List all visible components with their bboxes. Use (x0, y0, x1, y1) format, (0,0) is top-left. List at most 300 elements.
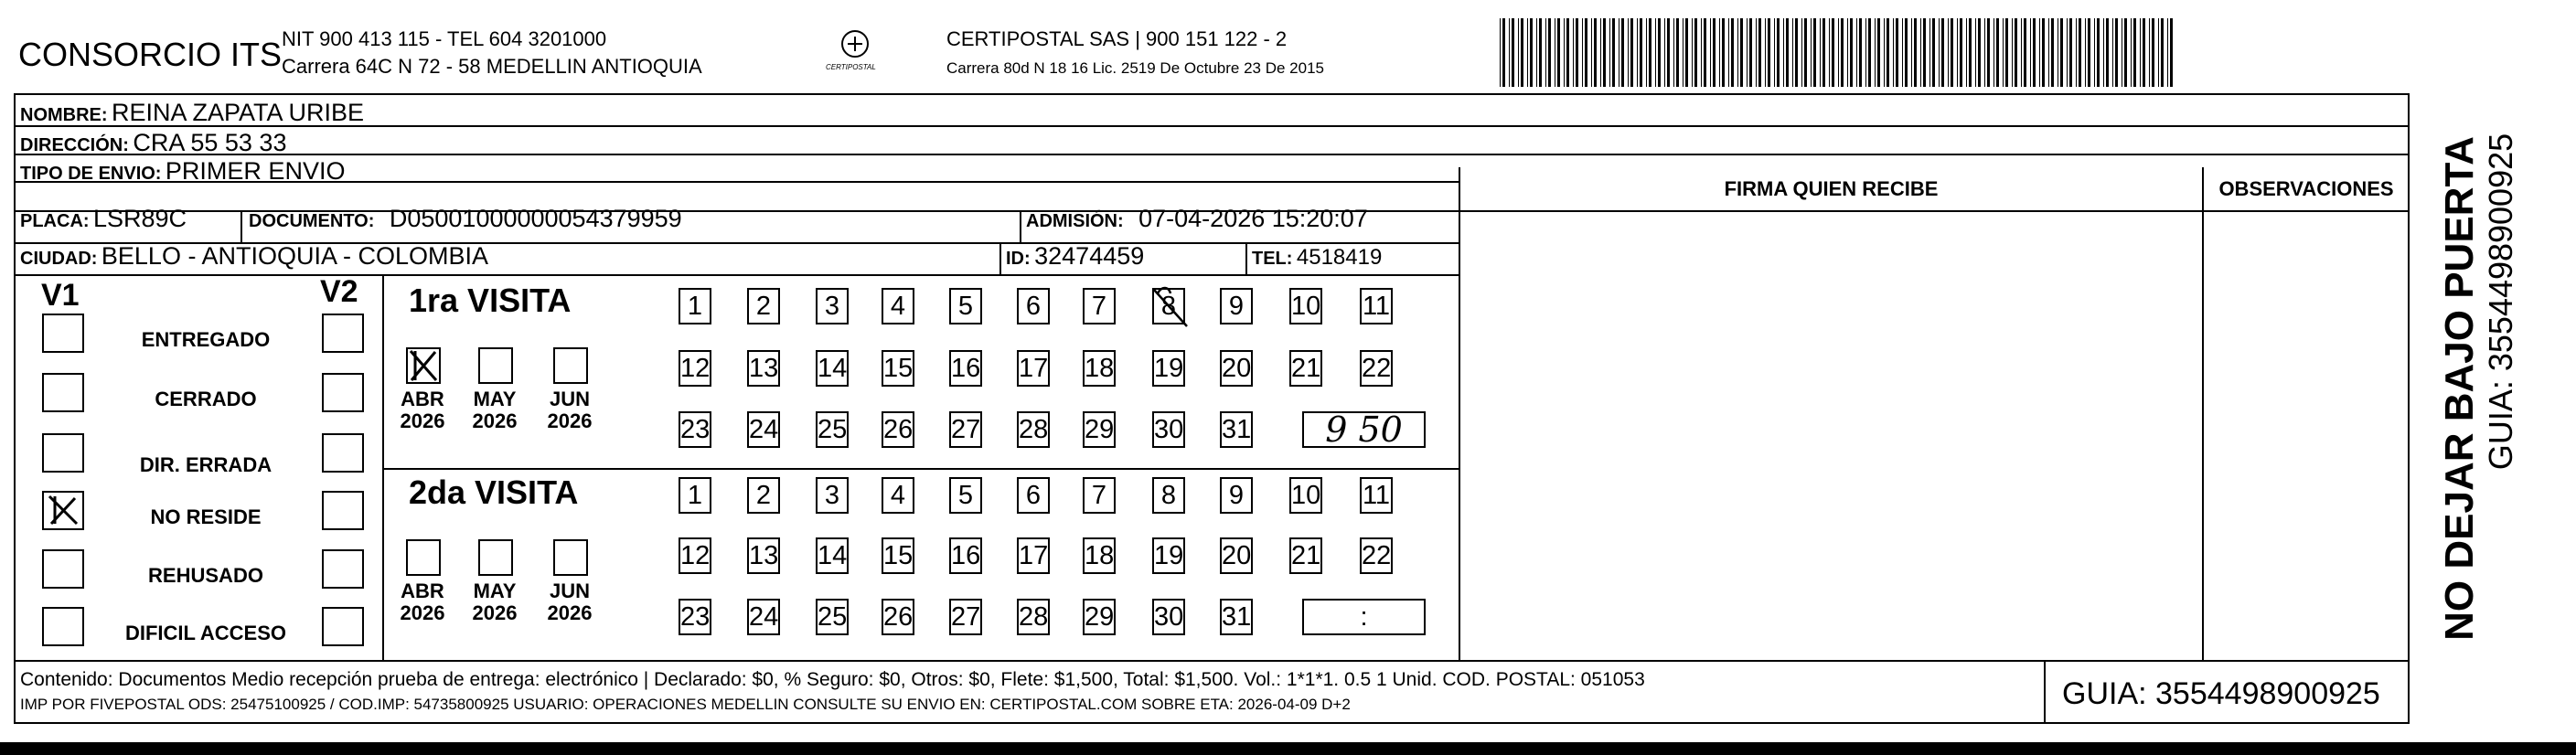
barcode-bar (2012, 18, 2013, 87)
day-number: 6 (1025, 292, 1042, 321)
barcode-bar (1859, 18, 1862, 87)
barcode-bar (1667, 18, 1670, 87)
certipostal-line1: CERTIPOSTAL SAS | 900 151 122 - 2 (946, 27, 1288, 50)
barcode-bar (1984, 18, 1985, 87)
barcode-bar (2133, 18, 2136, 87)
barcode-bar (1612, 18, 1615, 87)
month-label (542, 388, 597, 432)
v1-checkbox[interactable] (42, 549, 84, 589)
day-number: 4 (890, 292, 906, 321)
barcode-bar (1637, 18, 1638, 87)
barcode-bar (1939, 18, 1940, 87)
barcode-bar (1630, 18, 1633, 87)
barcode-bar (1539, 18, 1542, 87)
month-label (395, 388, 450, 432)
day-number: 30 (1154, 602, 1184, 632)
barcode-bar (1758, 18, 1761, 87)
status-label: REHUSADO (148, 564, 263, 587)
barcode-bar (1747, 18, 1748, 87)
second-visit-day-box[interactable] (1289, 477, 1322, 514)
day-number: 29 (1085, 415, 1115, 444)
month-year: 2026 (472, 409, 518, 433)
month-year: 2026 (400, 601, 445, 625)
footer-line1: Contenido: Documentos Medio recepción prueba de entrega: electrónico | Declarado: $0, % Seguro: $0, Otros: $0, Flete: $1,500, Total: $1,500. Vol.: 1*1*1. 0.5 1 Unid. COD. POSTAL: 051053 (20, 669, 1645, 690)
v1-checkbox-checked[interactable] (42, 491, 84, 530)
month-name: ABR (401, 388, 444, 410)
barcode-bar (1887, 18, 1889, 87)
barcode-bar (1832, 18, 1834, 87)
barcode-bar (1518, 18, 1519, 87)
firma-label: FIRMA QUIEN RECIBE (1724, 177, 1939, 200)
first-visit-day-box[interactable] (1152, 288, 1185, 324)
month-label (467, 388, 522, 432)
barcode-bar (1813, 18, 1816, 87)
barcode-bar (2152, 18, 2154, 87)
barcode-bar (1792, 18, 1793, 87)
barcode-bar (1923, 18, 1926, 87)
month-year: 2026 (547, 601, 593, 625)
barcode-bar (1948, 18, 1949, 87)
day-number: 2 (755, 292, 772, 321)
second-visit-month-checkbox[interactable] (553, 539, 588, 576)
barcode-bar (2143, 18, 2145, 87)
documento-label: DOCUMENTO: (249, 211, 375, 231)
day-number: 6 (1025, 481, 1042, 510)
barcode-bar (1710, 18, 1711, 87)
barcode-bar (1673, 18, 1674, 87)
day-number: 22 (1362, 354, 1392, 383)
barcode-bar (1868, 18, 1871, 87)
day-number: 19 (1154, 354, 1184, 383)
nombre-label: NOMBRE: (20, 105, 108, 125)
first-visit-day-box[interactable] (1083, 288, 1116, 324)
second-visit-day-box[interactable] (816, 477, 849, 514)
first-visit-day-box[interactable] (1289, 350, 1322, 387)
barcode-bar (2033, 18, 2036, 87)
day-number: 5 (957, 292, 974, 321)
company-name: CONSORCIO ITS (18, 36, 283, 73)
second-visit-day-box[interactable] (816, 537, 849, 574)
v2-checkbox[interactable] (322, 549, 364, 589)
first-visit-day-box[interactable] (1360, 350, 1393, 387)
first-visit-day-box[interactable] (949, 411, 982, 448)
barcode-bar (1582, 18, 1583, 87)
barcode-bar (1786, 18, 1789, 87)
barcode-bar (1640, 18, 1642, 87)
placa-value: LSR89C (93, 205, 187, 232)
second-visit-day-box[interactable] (882, 599, 914, 635)
v1-checkbox[interactable] (42, 607, 84, 646)
second-visit-day-box[interactable] (1083, 599, 1116, 635)
first-visit-day-box[interactable] (1017, 411, 1050, 448)
v1-checkbox[interactable] (42, 314, 84, 353)
barcode-bar (2115, 18, 2118, 87)
day-number: 10 (1291, 292, 1321, 321)
v2-checkbox[interactable] (322, 433, 364, 473)
barcode-bar (1713, 18, 1716, 87)
day-number: 16 (951, 354, 981, 383)
documento-value: D05001000000054379959 (389, 205, 682, 232)
barcode-bar (1600, 18, 1601, 87)
barcode-bar (1576, 18, 1578, 87)
barcode-bar (1987, 18, 1990, 87)
second-visit-day-box[interactable] (949, 477, 982, 514)
first-visit-day-box[interactable] (679, 411, 711, 448)
day-number: 9 (1228, 292, 1245, 321)
day-number: 23 (680, 415, 711, 444)
second-visit-day-box[interactable] (1152, 599, 1185, 635)
footer-guia: GUIA: 3554498900925 (2062, 676, 2380, 711)
tel-label: TEL: (1252, 249, 1293, 269)
barcode-bar (1545, 18, 1546, 87)
barcode-bar (1548, 18, 1551, 87)
first-visit-day-box[interactable] (816, 350, 849, 387)
second-visit-day-box[interactable] (816, 599, 849, 635)
barcode-bar (2048, 18, 2049, 87)
barcode-bar (2030, 18, 2031, 87)
day-number: 20 (1222, 541, 1252, 570)
second-visit-day-box[interactable] (882, 477, 914, 514)
barcode-bar (1829, 18, 1830, 87)
barcode-bar (1951, 18, 1953, 87)
barcode-bar (2140, 18, 2141, 87)
second-visit-day-box[interactable] (1360, 537, 1393, 574)
second-visit-day-box[interactable] (1220, 537, 1253, 574)
day-number: 14 (818, 354, 848, 383)
first-visit-day-box[interactable] (1017, 288, 1050, 324)
barcode-bar (2097, 18, 2100, 87)
barcode-bar (1512, 18, 1514, 87)
first-visit-day-box[interactable] (1220, 288, 1253, 324)
first-visit-day-box[interactable] (679, 288, 711, 324)
second-visit-month-checkbox[interactable] (478, 539, 513, 576)
ciudad-value: BELLO - ANTIOQUIA - COLOMBIA (101, 242, 488, 270)
first-visit-day-box[interactable] (1220, 350, 1253, 387)
barcode-bar (1621, 18, 1624, 87)
barcode-bar (1509, 18, 1510, 87)
barcode-bar (2149, 18, 2150, 87)
visit-time: 9 50 (1325, 409, 1403, 450)
day-number: 11 (1362, 292, 1391, 321)
barcode-icon (1500, 18, 2176, 87)
barcode-bar (1822, 18, 1825, 87)
second-visit-day-box[interactable] (747, 599, 780, 635)
v1-checkbox[interactable] (42, 373, 84, 412)
barcode-bar (2039, 18, 2040, 87)
day-number: 20 (1222, 354, 1252, 383)
first-visit-day-box[interactable] (679, 350, 711, 387)
barcode-bar (1694, 18, 1697, 87)
logo-text: CERTIPOSTAL (826, 63, 876, 71)
barcode-bar (2021, 18, 2022, 87)
first-visit-day-box[interactable] (1360, 288, 1393, 324)
barcode-bar (1566, 18, 1569, 87)
barcode-bar (2005, 18, 2008, 87)
first-visit-day-box[interactable] (747, 288, 780, 324)
barcode-bar (1573, 18, 1574, 87)
day-number: 26 (883, 602, 914, 632)
id-label: ID: (1006, 249, 1031, 269)
day-number: 8 (1160, 481, 1177, 510)
barcode-bar (1911, 18, 1912, 87)
barcode-bar (1521, 18, 1523, 87)
day-number: 31 (1222, 415, 1252, 444)
barcode-bar (2067, 18, 2068, 87)
day-number: 7 (1091, 292, 1107, 321)
second-visit-day-box[interactable] (679, 599, 711, 635)
barcode-bar (2024, 18, 2026, 87)
barcode-bar (1704, 18, 1706, 87)
second-visit-day-box[interactable] (679, 477, 711, 514)
barcode-bar (1966, 18, 1967, 87)
day-number: 13 (749, 541, 779, 570)
barcode-bar (2088, 18, 2090, 87)
barcode-bar (1664, 18, 1665, 87)
day-number: 25 (818, 602, 848, 632)
second-visit-day-box[interactable] (1017, 599, 1050, 635)
day-number: 18 (1085, 541, 1115, 570)
barcode-bar (1728, 18, 1729, 87)
second-visit-day-box[interactable] (1083, 537, 1116, 574)
barcode-bar (1722, 18, 1725, 87)
day-number: 21 (1291, 541, 1321, 570)
barcode-bar (2106, 18, 2109, 87)
barcode-bar (1993, 18, 1994, 87)
barcode-bar (2112, 18, 2113, 87)
day-number: 16 (951, 541, 981, 570)
day-number: 1 (687, 292, 703, 321)
day-number: 4 (890, 481, 906, 510)
second-visit-day-box[interactable] (747, 537, 780, 574)
day-number: 15 (883, 541, 914, 570)
barcode-bar (1932, 18, 1935, 87)
barcode-bar (1609, 18, 1610, 87)
day-number: 28 (1019, 602, 1049, 632)
first-visit-day-box[interactable] (949, 288, 982, 324)
v2-checkbox[interactable] (322, 491, 364, 530)
first-visit-day-box[interactable] (1083, 411, 1116, 448)
month-name: MAY (473, 388, 517, 410)
barcode-bar (1765, 18, 1766, 87)
day-number: 12 (680, 541, 711, 570)
day-number: 7 (1091, 481, 1107, 510)
month-year: 2026 (472, 601, 518, 625)
barcode-bar (1740, 18, 1743, 87)
barcode-bar (1957, 18, 1958, 87)
day-number: 24 (749, 415, 779, 444)
tel-value: 4518419 (1296, 245, 1383, 270)
first-visit-day-box[interactable] (949, 350, 982, 387)
second-visit-day-box[interactable] (1360, 477, 1393, 514)
second-visit-day-box[interactable] (882, 537, 914, 574)
day-number: 22 (1362, 541, 1392, 570)
day-number: 25 (818, 415, 848, 444)
day-number: 9 (1228, 481, 1245, 510)
first-visit-day-box[interactable] (747, 350, 780, 387)
second-visit-day-box[interactable] (747, 477, 780, 514)
day-number: 24 (749, 602, 779, 632)
first-visit-day-box[interactable] (816, 411, 849, 448)
day-number: 27 (951, 415, 981, 444)
second-visit-month-checkbox[interactable] (406, 539, 441, 576)
certipostal-logo (818, 26, 892, 80)
barcode-bar (2161, 18, 2164, 87)
second-visit-day-box[interactable] (1083, 477, 1116, 514)
barcode-bar (1865, 18, 1866, 87)
status-label: DIR. ERRADA (139, 453, 273, 476)
first-visit-day-box[interactable] (1152, 411, 1185, 448)
second-visit-day-box[interactable] (1017, 537, 1050, 574)
direccion-label: DIRECCIÓN: (20, 135, 129, 155)
first-visit-day-box[interactable] (1220, 411, 1253, 448)
day-number: 31 (1222, 602, 1252, 632)
barcode-bar (1978, 18, 1981, 87)
day-number: 28 (1019, 415, 1049, 444)
barcode-bar (1795, 18, 1798, 87)
v1-checkbox[interactable] (42, 433, 84, 473)
month-label (542, 580, 597, 624)
first-visit-month-checkbox[interactable] (406, 347, 441, 384)
day-number: 5 (957, 481, 974, 510)
barcode-bar (1749, 18, 1752, 87)
day-number: 17 (1019, 354, 1049, 383)
v1-label: V1 (41, 278, 80, 313)
barcode-bar (2085, 18, 2086, 87)
v2-checkbox[interactable] (322, 314, 364, 353)
barcode-bar (1896, 18, 1898, 87)
first-visit-month-checkbox[interactable] (478, 347, 513, 384)
barcode-bar (2003, 18, 2004, 87)
barcode-bar (1658, 18, 1661, 87)
second-visit-day-box[interactable] (1220, 477, 1253, 514)
day-number: 12 (680, 354, 711, 383)
first-visit-day-box[interactable] (882, 411, 914, 448)
admision-label: ADMISIÓN: (1026, 211, 1124, 231)
admision-value: 07-04-2026 15:20:07 (1138, 205, 1368, 232)
first-visit-day-box[interactable] (1083, 350, 1116, 387)
barcode-bar (1811, 18, 1812, 87)
v2-checkbox[interactable] (322, 373, 364, 412)
barcode-bar (1774, 18, 1775, 87)
first-visit-time-box[interactable] (1302, 411, 1426, 448)
id-value: 32474459 (1034, 242, 1145, 270)
first-visit-day-box[interactable] (747, 411, 780, 448)
barcode-bar (1646, 18, 1647, 87)
day-number: 1 (687, 481, 703, 510)
barcode-bar (2076, 18, 2077, 87)
company-nit: NIT 900 413 115 - TEL 604 3201000 (282, 27, 607, 50)
second-visit-time-box[interactable] (1302, 599, 1426, 635)
barcode-bar (1893, 18, 1894, 87)
barcode-bar (2170, 18, 2173, 87)
barcode-bar (1929, 18, 1930, 87)
barcode-bar (1850, 18, 1853, 87)
v2-label: V2 (320, 274, 358, 309)
status-label: DIFICIL ACCESO (124, 622, 286, 644)
day-number: 21 (1291, 354, 1321, 383)
barcode-bar (1941, 18, 1944, 87)
first-visit-day-box[interactable] (1289, 288, 1322, 324)
barcode-bar (2060, 18, 2063, 87)
barcode-bar (1902, 18, 1903, 87)
second-visit-day-box[interactable] (1289, 537, 1322, 574)
barcode-bar (2131, 18, 2132, 87)
day-number: 2 (755, 481, 772, 510)
second-visit-day-box[interactable] (1152, 537, 1185, 574)
barcode-bar (1731, 18, 1734, 87)
day-number: 11 (1362, 481, 1391, 510)
barcode-bar (1920, 18, 1921, 87)
barcode-bar (1603, 18, 1606, 87)
v2-checkbox[interactable] (322, 607, 364, 646)
second-visit-day-box[interactable] (1017, 477, 1050, 514)
barcode-bar (1701, 18, 1702, 87)
barcode-bar (1841, 18, 1844, 87)
barcode-bar (1594, 18, 1597, 87)
barcode-bar (2079, 18, 2081, 87)
ciudad-label: CIUDAD: (20, 249, 98, 269)
month-year: 2026 (547, 409, 593, 433)
placa-label: PLACA: (20, 211, 90, 231)
barcode-bar (1530, 18, 1533, 87)
barcode-bar (2069, 18, 2072, 87)
first-visit-day-box[interactable] (1017, 350, 1050, 387)
first-visit-day-box[interactable] (882, 350, 914, 387)
barcode-bar (1655, 18, 1656, 87)
first-visit-day-box[interactable] (1152, 350, 1185, 387)
second-visit-day-box[interactable] (1152, 477, 1185, 514)
no-dejar-bajo-puerta: NO DEJAR BAJO PUERTA (2437, 136, 2482, 641)
barcode-bar (1536, 18, 1537, 87)
barcode-bar (2015, 18, 2017, 87)
barcode-bar (1905, 18, 1908, 87)
first-visit-day-box[interactable] (816, 288, 849, 324)
barcode-bar (2158, 18, 2159, 87)
barcode-bar (1591, 18, 1592, 87)
month-label (395, 580, 450, 624)
day-number: 19 (1154, 541, 1184, 570)
barcode-bar (1877, 18, 1880, 87)
day-number: 3 (824, 481, 840, 510)
barcode-bar (1975, 18, 1976, 87)
barcode-bar (2051, 18, 2054, 87)
barcode-bar (2094, 18, 2095, 87)
side-guia: GUIA: 3554498900925 (2482, 133, 2519, 471)
month-name: JUN (549, 388, 590, 410)
barcode-bar (1875, 18, 1876, 87)
second-visit-day-box[interactable] (679, 537, 711, 574)
barcode-bar (1884, 18, 1885, 87)
barcode-bar (1838, 18, 1839, 87)
barcode-bar (1628, 18, 1629, 87)
second-visit-day-box[interactable] (1220, 599, 1253, 635)
barcode-bar (1996, 18, 1999, 87)
barcode-bar (1527, 18, 1528, 87)
first-visit-day-box[interactable] (882, 288, 914, 324)
first-visit-label: 1ra VISITA (409, 282, 572, 319)
second-visit-day-box[interactable] (949, 537, 982, 574)
second-visit-day-box[interactable] (949, 599, 982, 635)
barcode-bar (1685, 18, 1688, 87)
barcode-bar (1676, 18, 1679, 87)
barcode-bar (1649, 18, 1651, 87)
month-name: ABR (401, 580, 444, 602)
barcode-bar (1737, 18, 1738, 87)
status-label: ENTREGADO (141, 328, 271, 351)
first-visit-month-checkbox[interactable] (553, 347, 588, 384)
barcode-bar (1719, 18, 1720, 87)
barcode-bar (1768, 18, 1770, 87)
